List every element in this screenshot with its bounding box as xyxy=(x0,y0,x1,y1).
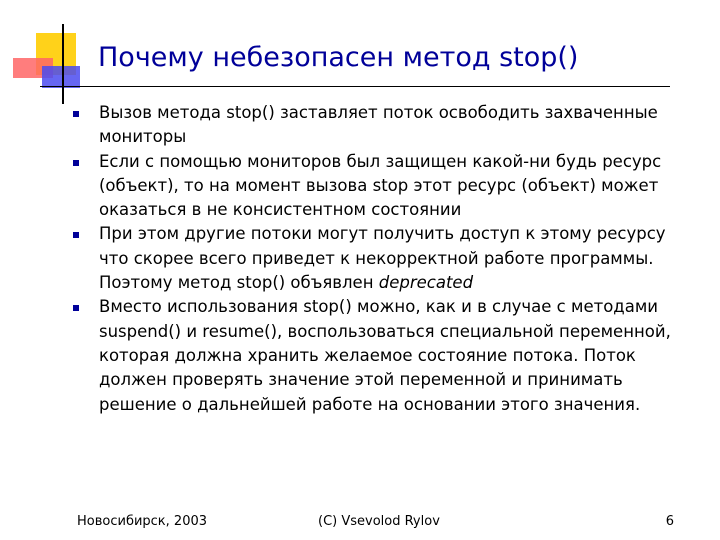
decor-blue-square xyxy=(42,66,80,88)
square-bullet-icon xyxy=(73,160,79,166)
bullet-item xyxy=(70,295,700,416)
bullet-text: Вместо использования stop() можно, как и в случае с методами suspend() и resume(), воспользоваться специальной переменной, которая должна хранить желаемое состояние потока. Поток должен проверять значение этой переменной и принимать решение о дальнейшей работе на основании этого значения. xyxy=(99,297,671,414)
bullet-item xyxy=(70,101,700,150)
slide-title: Почему небезопасен метод stop() xyxy=(98,42,579,73)
square-bullet-icon xyxy=(73,305,79,311)
bullet-item xyxy=(70,150,700,223)
bullet-emphasis: deprecated xyxy=(378,273,474,293)
square-bullet-icon xyxy=(73,232,79,238)
bullet-text: Если с помощью мониторов был защищен какой-ни будь ресурс (объект), то на момент вызова stop этот ресурс (объект) может оказаться в не консистентном состоянии xyxy=(99,151,662,220)
bullet-list xyxy=(70,101,700,417)
bullet-text: При этом другие потоки могут получить доступ к этому ресурсу что скорее всего приведет к некорректной работе программы. Поэтому метод stop() объявлен xyxy=(99,224,666,293)
decor-vertical-line xyxy=(62,24,64,104)
footer-page-number: 6 xyxy=(665,514,674,529)
footer-location-year: Новосибирск, 2003 xyxy=(77,514,208,529)
footer-copyright: (C) Vsevolod Rylov xyxy=(318,514,440,529)
title-underline xyxy=(40,86,670,87)
bullet-item xyxy=(70,222,700,295)
bullet-text: Вызов метода stop() заставляет поток освободить захваченные мониторы xyxy=(99,103,658,147)
square-bullet-icon xyxy=(73,111,79,117)
